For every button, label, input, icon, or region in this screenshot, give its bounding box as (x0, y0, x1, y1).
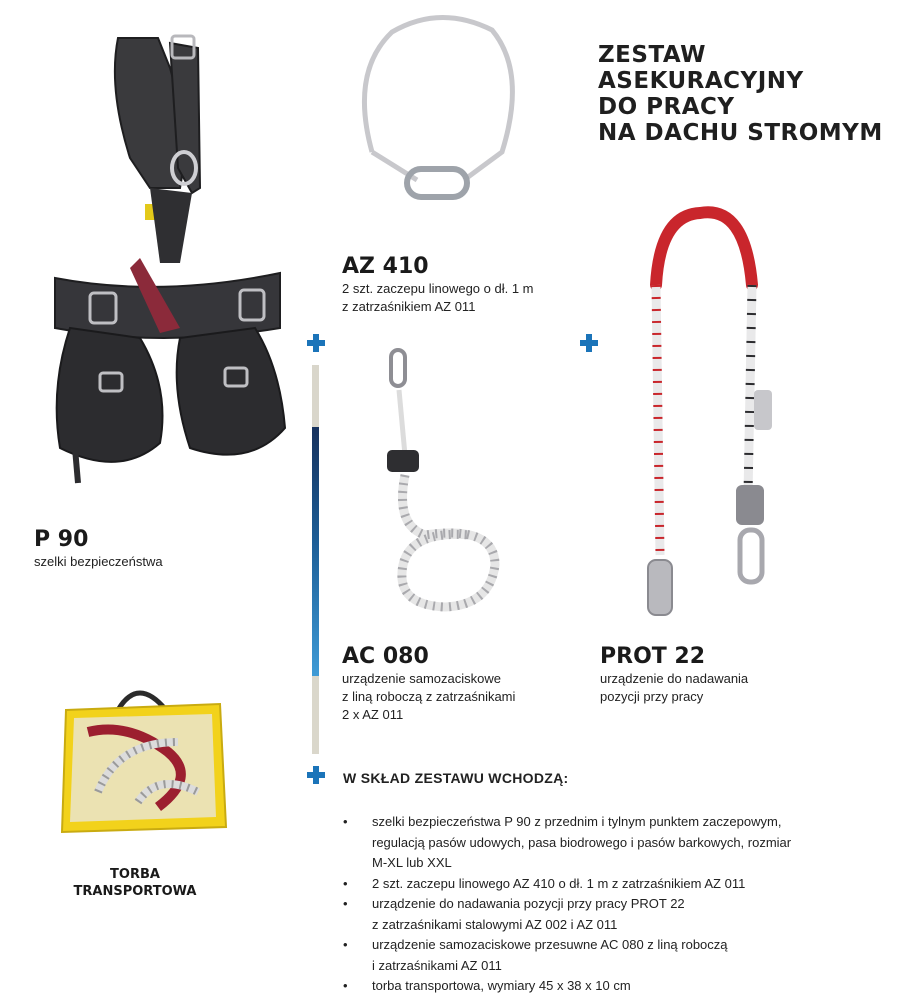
plus-icon (307, 334, 325, 352)
rope-ac080-image (375, 345, 515, 620)
product-name-az410: AZ 410 (342, 254, 429, 279)
product-desc-ac080: urządzenie samozaciskowe z liną roboczą z zatrzaśnikami 2 x AZ 011 (342, 671, 516, 722)
product-desc-az410: 2 szt. zaczepu linowego o dł. 1 m z zatrzaśnikiem AZ 011 (342, 281, 534, 314)
title-line: NA DACHU STROMYM (598, 120, 883, 146)
transport-bag-image (58, 682, 228, 842)
product-desc-prot22: urządzenie do nadawania pozycji przy pracy (600, 671, 749, 704)
product-name-p90: P 90 (34, 527, 89, 552)
product-desc-p90: szelki bezpieczeństwa (34, 554, 163, 569)
title-line: ASEKURACYJNY (598, 68, 804, 94)
list-item: • torba transportowa, wymiary 45 x 38 x 10 cm (340, 976, 880, 997)
bullet-icon: • (343, 814, 348, 829)
bullet-icon: • (343, 978, 348, 993)
title-line: DO PRACY (598, 94, 735, 120)
list-item: • urządzenie samozaciskowe przesuwne AC 080 z liną roboczą i zatrzaśnikami AZ 011 (343, 937, 728, 973)
vertical-divider (312, 365, 319, 754)
list-item: • 2 szt. zaczepu linowego AZ 410 o dł. 1 m z zatrzaśnikiem AZ 011 (340, 874, 880, 895)
plus-icon (580, 334, 598, 352)
plus-icon (307, 766, 325, 784)
bullet-icon: • (343, 937, 348, 952)
title-line: ZESTAW (598, 42, 706, 68)
contents-list (340, 812, 880, 997)
lanyard-prot22-image (630, 205, 790, 625)
contents-heading: W SKŁAD ZESTAWU WCHODZĄ: (343, 770, 569, 786)
lanyard-az410-image (352, 12, 528, 212)
bag-label: TORBA TRANSPORTOWA (73, 867, 197, 899)
list-item: • urządzenie do nadawania pozycji przy pracy PROT 22 z zatrzaśnikami stalowymi AZ 002 i AZ 011 (343, 896, 685, 932)
bullet-icon: • (343, 875, 348, 891)
product-name-ac080: AC 080 (342, 644, 429, 669)
page-title (598, 42, 898, 146)
harness-p90-image (30, 28, 295, 498)
list-item: • szelki bezpieczeństwa P 90 z przednim i tylnym punktem zaczepowym, regulacją pasów udowych, pasa biodrowego i pasów barkowych, rozmiar M-XL lub XXL (343, 814, 792, 870)
bullet-icon: • (343, 896, 348, 911)
product-name-prot22: PROT 22 (600, 644, 706, 669)
